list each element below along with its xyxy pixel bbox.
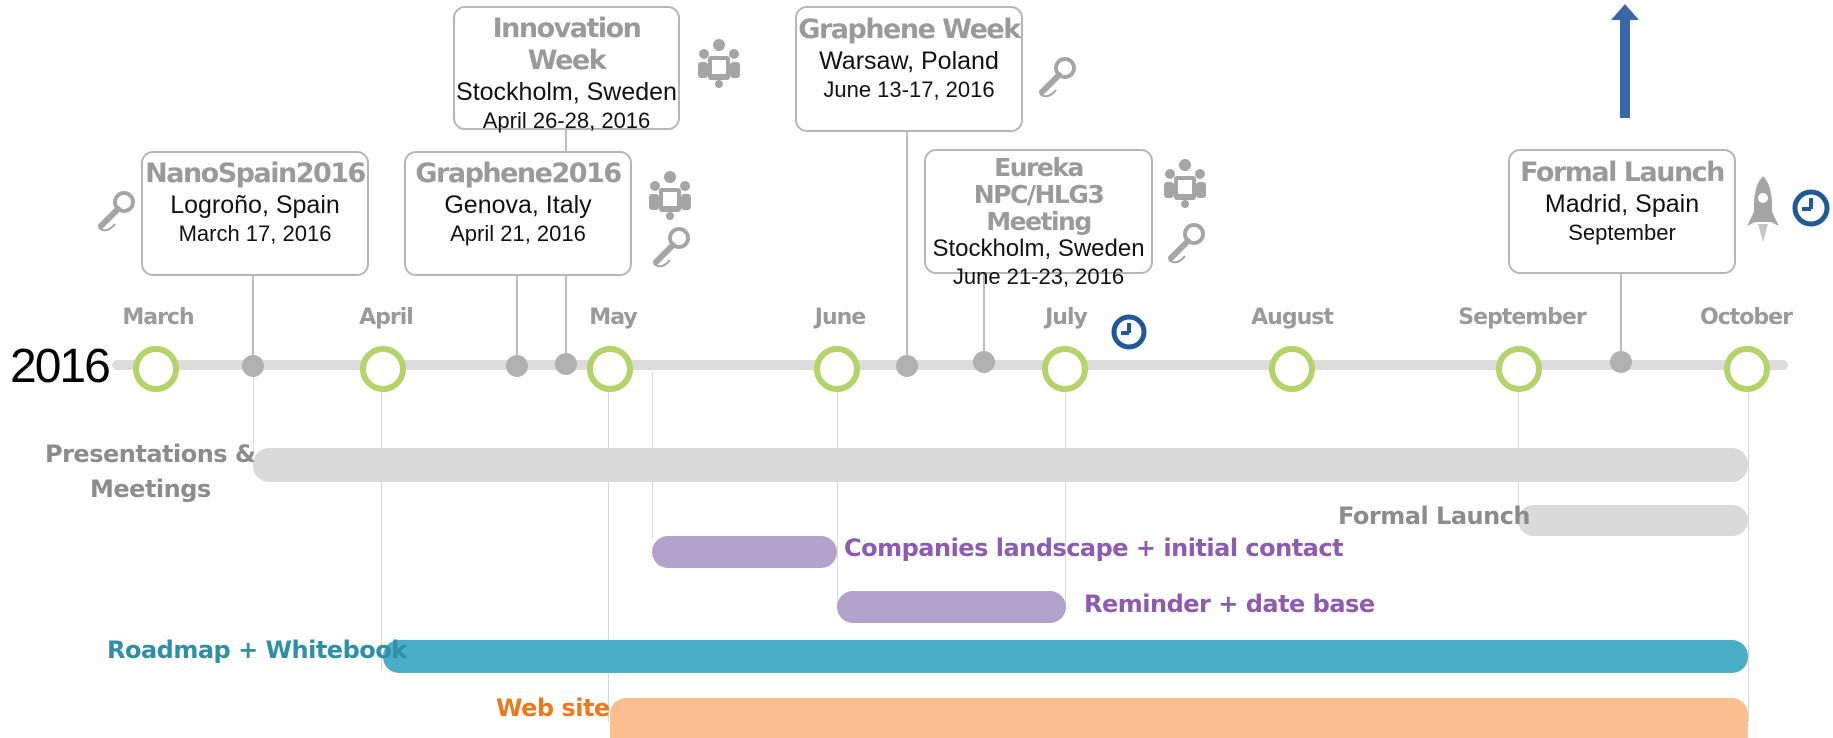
event-dot-eureka: [973, 351, 995, 373]
microphone-icon: [1034, 56, 1078, 100]
event-title: NanoSpain2016: [145, 158, 365, 189]
event-place: Genova, Italy: [444, 191, 592, 219]
month-marker-june: [814, 346, 860, 392]
rocket-icon: [1745, 176, 1781, 244]
event-box-innovation-week: [453, 6, 680, 133]
event-place: Warsaw, Poland: [819, 47, 999, 75]
event-title: Graphene2016: [415, 158, 621, 189]
meeting-icon: [1162, 158, 1208, 208]
clock-icon: [1110, 313, 1148, 351]
month-marker-may: [587, 346, 633, 392]
month-august: August: [1251, 305, 1333, 330]
event-date: April 21, 2016: [450, 221, 586, 246]
month-may: May: [589, 305, 637, 330]
month-marker-july: [1042, 346, 1088, 392]
month-september: September: [1458, 305, 1586, 330]
meeting-icon: [647, 170, 693, 220]
activity-bar-website: [610, 698, 1748, 738]
guide-line-april: [381, 390, 382, 670]
event-date: September: [1568, 220, 1676, 245]
activity-label-meetings: Meetings: [90, 475, 211, 503]
event-title: Graphene Week: [798, 14, 1020, 45]
month-july: July: [1045, 305, 1087, 330]
activity-bar-reminder: [837, 591, 1066, 623]
event-place: Stockholm, Sweden: [456, 78, 677, 106]
guide-line-june: [837, 390, 838, 610]
up-arrow-icon: [1610, 4, 1640, 118]
connector-formal-launch: [1620, 272, 1622, 362]
guide-line-july: [1065, 390, 1066, 610]
clock-icon: [1791, 188, 1831, 228]
event-dot-formal-launch: [1610, 351, 1632, 373]
event-date: June 13-17, 2016: [823, 77, 995, 102]
month-march: March: [122, 305, 194, 330]
event-place: Madrid, Spain: [1544, 190, 1700, 218]
event-dot-nanospain: [242, 355, 264, 377]
event-date: June 21-23, 2016: [952, 264, 1125, 289]
activity-label-reminder: Reminder + date base: [1084, 590, 1375, 618]
event-box-nanospain: [141, 151, 369, 276]
activity-bar-presentations: [253, 448, 1748, 482]
microphone-icon: [648, 226, 692, 270]
event-box-eureka: [924, 149, 1153, 289]
microphone-icon: [93, 190, 137, 234]
connector-graphene-week: [906, 130, 908, 365]
month-october: October: [1700, 305, 1792, 330]
activity-bar-companies-landscape: [652, 536, 837, 568]
guide-line-october: [1748, 390, 1749, 722]
month-marker-october: [1724, 346, 1770, 392]
event-place: Logroño, Spain: [170, 191, 340, 219]
activity-label-roadmap: Roadmap + Whitebook: [107, 636, 407, 664]
event-box-graphene2016: [404, 151, 632, 276]
connector-nanospain: [252, 275, 254, 365]
month-june: June: [814, 305, 866, 330]
month-marker-august: [1269, 346, 1315, 392]
event-title: Formal Launch: [1520, 157, 1724, 188]
event-dot-graphene2016: [506, 355, 528, 377]
activity-bar-roadmap: [383, 640, 1748, 673]
event-dot-graphene-week: [896, 355, 918, 377]
activity-label-companies-landscape: Companies landscape + initial contact: [844, 534, 1344, 562]
event-place: Stockholm, Sweden: [932, 235, 1145, 262]
event-title: Innovation Week: [492, 13, 641, 76]
event-dot-innovation-week: [555, 353, 577, 375]
meeting-icon: [696, 38, 742, 88]
microphone-icon: [1163, 222, 1207, 266]
month-marker-september: [1496, 346, 1542, 392]
activity-label-formal-launch: Formal Launch: [1338, 502, 1531, 530]
activity-label-presentations: Presentations &: [45, 440, 256, 468]
activity-label-website: Web site: [496, 694, 610, 722]
event-date: April 26-28, 2016: [482, 108, 651, 133]
year-label: 2016: [10, 340, 109, 393]
month-april: April: [359, 305, 413, 330]
event-date: March 17, 2016: [178, 221, 332, 246]
event-title: Eureka NPC/HLG3 Meeting: [973, 153, 1104, 236]
connector-graphene2016: [516, 275, 518, 365]
event-box-graphene-week: [795, 6, 1023, 132]
month-marker-april: [360, 346, 406, 392]
event-box-formal-launch: [1508, 149, 1736, 274]
activity-bar-formal-launch: [1518, 505, 1748, 536]
month-marker-march: [133, 346, 179, 392]
